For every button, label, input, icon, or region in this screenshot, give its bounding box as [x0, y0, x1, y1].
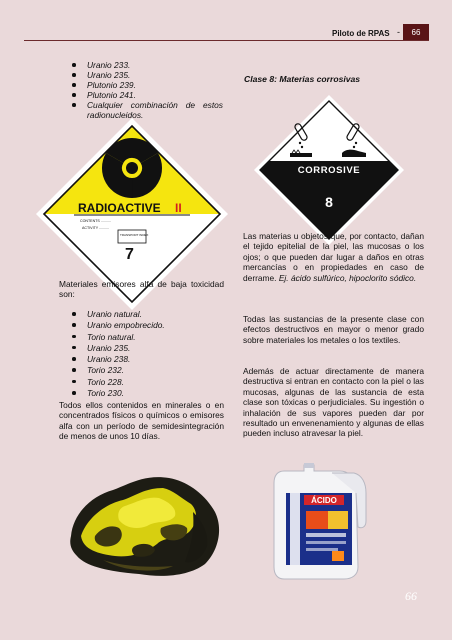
- list-item: Plutonio 241.: [59, 90, 223, 100]
- class-number: 7: [125, 246, 134, 263]
- class8-title: Clase 8: Materias corrosivas: [244, 74, 361, 84]
- uranium-ore-image: [65, 466, 223, 580]
- corrosive-word: CORROSIVE: [297, 165, 361, 176]
- corner-page-number: 66: [405, 589, 417, 603]
- class8-paragraph-3: Además de actuar directamente de manera destructiva si entran en contacto con la piel o las mucosas, algunas de las sustancia de esta clase son tóxicas o perjudiciales. Su ingestión o inhalación de sus vapores pueden dar por resultado un envenenamiento y algunas de ellas pueden incluso atravesar la piel.: [243, 366, 424, 439]
- alpha-intro: Materiales emisores alfa de baja toxicidad son:: [59, 279, 224, 300]
- class8-paragraph-2: Todas las sustancias de la presente clase con efectos destructivos en mayor o menor grado sobre materiales los metales o los textiles.: [243, 314, 424, 345]
- list-item: Plutonio 239.: [59, 80, 223, 90]
- list-item: Uranio 233.: [59, 60, 223, 70]
- list-item: Uranio natural.: [59, 309, 223, 320]
- transport-index-label: TRANSPORT INDEX: [120, 233, 149, 237]
- list-item: Uranio 235.: [59, 70, 223, 80]
- corrosive-class-number: 8: [325, 194, 333, 210]
- list-item: Uranio 238.: [59, 354, 223, 365]
- list-item: Torio 228.: [59, 377, 223, 388]
- acid-jug-image: [270, 463, 374, 581]
- alpha-paragraph: Todos ellos contenidos en minerales o en concentrados físicos o químicos o emisores alfa con un período de semidesintegración de menos de unos 10 días.: [59, 400, 224, 442]
- page-number-tab: 66: [403, 24, 429, 40]
- contents-label: CONTENTS ..........: [80, 219, 111, 223]
- list-item: Cualquier combinación de estos radionucleidos.: [59, 100, 223, 120]
- list-item: Torio 232.: [59, 365, 223, 376]
- corrosive-placard: [254, 95, 404, 245]
- radioactive-word: RADIOACTIVE: [78, 201, 161, 215]
- header-dash: -: [397, 27, 400, 37]
- list-item: Uranio empobrecido.: [59, 320, 223, 331]
- header-title: Piloto de RPAS: [332, 29, 390, 38]
- activity-label: ACTIVITY ..........: [82, 226, 110, 230]
- radioactive-roman-numeral: II: [175, 201, 182, 215]
- header-rule: [24, 40, 429, 41]
- jug-brand-label: ÁCIDO: [311, 496, 337, 505]
- list-item: Torio 230.: [59, 388, 223, 399]
- class8-paragraph-1-text: Las materias u objetos que, por contacto, dañan el tejido epitelial de la piel, las mucosas o los ojos; o que pueden dar lugar a daños en otras mercancías o en propiedades en caso de derrame.: [243, 231, 424, 283]
- list-item: Uranio 235.: [59, 343, 223, 354]
- class8-paragraph-1: [243, 231, 424, 283]
- radionuclide-list: [59, 60, 223, 120]
- alpha-emitters-list: [59, 309, 223, 399]
- class8-paragraph-1-example: Ej. ácido sulfúrico, hipoclorito sódico.: [278, 272, 417, 283]
- list-item: Torio natural.: [59, 332, 223, 343]
